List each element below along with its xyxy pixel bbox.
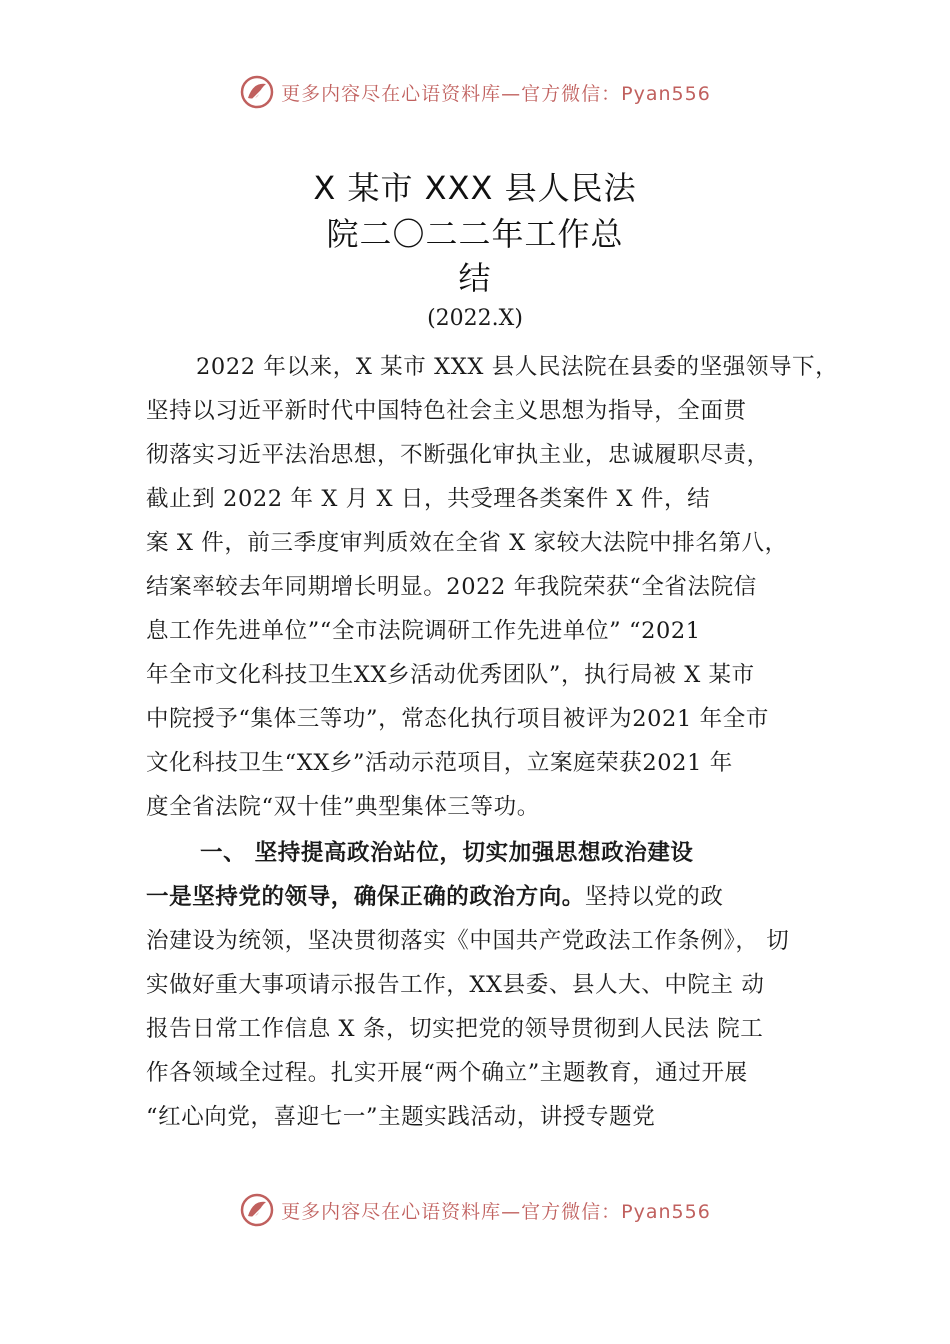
intro-line: 彻落实习近平法治思想，不断强化审执主业，忠诚履职尽责， <box>146 442 770 468</box>
intro-line: 坚持以习近平新时代中国特色社会主义思想为指导，全面贯 <box>146 398 747 424</box>
intro-line: 结案率较去年同期增长明显。2022 年我院荣获“全省法院信 <box>146 574 757 600</box>
watermark-text: 更多内容尽在心语资料库—官方微信：Pyan556 <box>281 82 711 105</box>
watermark-banner-bottom <box>0 1188 950 1232</box>
document-title-line-3: 结 <box>458 259 492 297</box>
watermark-banner-top <box>0 70 950 114</box>
document-date: (2022.X) <box>427 306 523 331</box>
intro-line: 息工作先进单位”“全市法院调研工作先进单位” “2021 <box>146 618 701 644</box>
intro-line: 2022 年以来，X 某市 XXX 县人民法院在县委的坚强领导下， <box>196 354 839 380</box>
intro-line: 中院授予“集体三等功”，常态化执行项目被评为2021 年全市 <box>146 706 769 732</box>
section-body-line: 报告日常工作信息 X 条，切实把党的领导贯彻到人民法 院工 <box>146 1016 764 1042</box>
section-heading: 一、 坚持提高政治站位，切实加强思想政治建设 <box>200 840 694 866</box>
section-body-line: 实做好重大事项请示报告工作，XX县委、县人大、中院主 动 <box>146 972 765 998</box>
intro-line: 文化科技卫生“XX乡”活动示范项目，立案庭荣获2021 年 <box>146 750 733 776</box>
document-title-line-2: 院二〇二二年工作总 <box>326 215 624 253</box>
section-body-line <box>146 882 836 912</box>
intro-line: 年全市文化科技卫生XX乡活动优秀团队”，执行局被 X 某市 <box>146 662 755 688</box>
section-body-line: 治建设为统领，坚决贯彻落实《中国共产党政法工作条例》， 切 <box>146 928 790 954</box>
document-title-line-1: X 某市 XXX 县人民法 <box>313 169 637 207</box>
intro-line: 度全省法院“双十佳”典型集体三等功。 <box>146 794 540 820</box>
watermark-text: 更多内容尽在心语资料库—官方微信：Pyan556 <box>281 1200 711 1223</box>
intro-line: 截止到 2022 年 X 月 X 日，共受理各类案件 X 件，结 <box>146 486 711 512</box>
section-body-line: “红心向党，喜迎七一”主题实践活动，讲授专题党 <box>146 1104 656 1130</box>
section-body-line: 作各领域全过程。扎实开展“两个确立”主题教育，通过开展 <box>146 1060 748 1086</box>
section-body-text: 坚持以党的政 <box>584 884 724 910</box>
section-lead-sentence: 一是坚持党的领导，确保正确的政治方向。 <box>146 884 585 910</box>
intro-line: 案 X 件，前三季度审判质效在全省 X 家较大法院中排名第八， <box>146 530 788 556</box>
seal-logo-icon <box>239 1192 275 1228</box>
seal-logo-icon <box>239 74 275 110</box>
